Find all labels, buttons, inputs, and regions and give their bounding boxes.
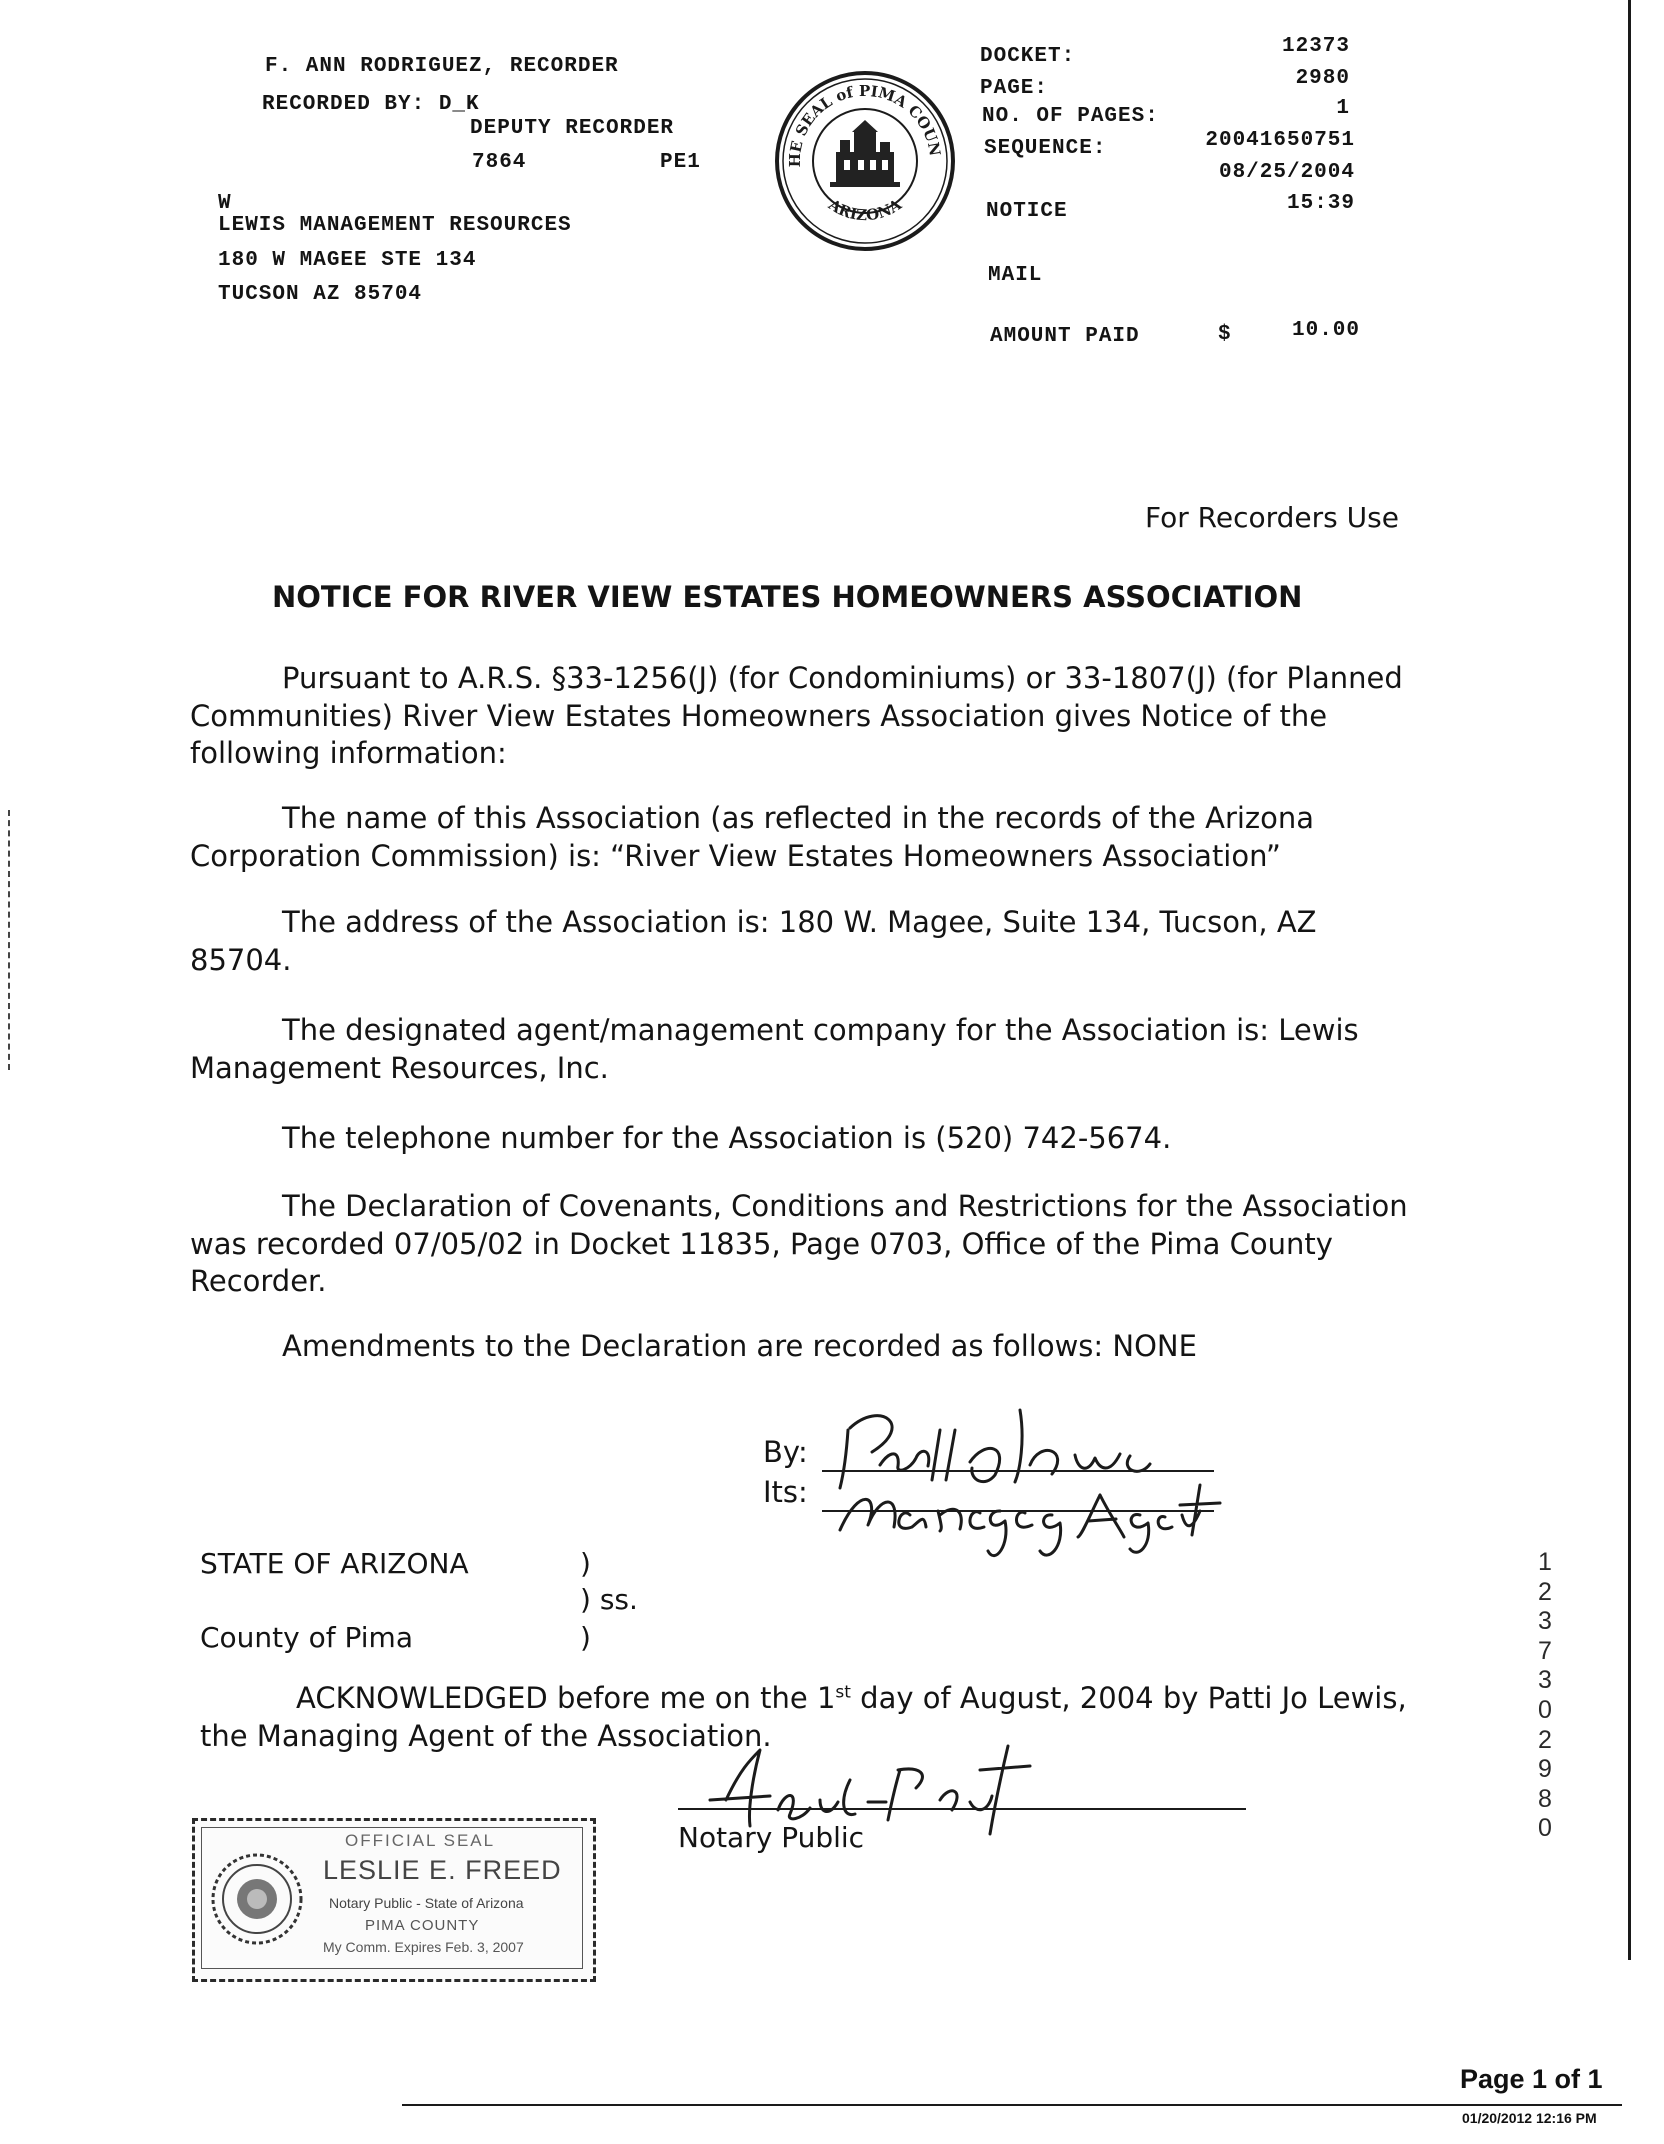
seal-emblem-icon [770, 66, 960, 256]
delivery-method: MAIL [988, 264, 1043, 287]
venue-paren-1: ) [580, 1547, 591, 1580]
scan-left-marks [8, 810, 10, 1070]
paragraph-association-name: The name of this Association (as reflected in the records of the Arizona Corporation Commission) is: “River View Estates Homeowners Association” [190, 801, 1315, 873]
recorded-by: RECORDED BY: D_K [262, 93, 480, 116]
notary-stamp-line-4: PIMA COUNTY [365, 1917, 480, 1934]
amount-paid-value: 10.00 [1291, 319, 1360, 342]
docket-label: DOCKET: [980, 45, 1076, 68]
notary-stamp [192, 1818, 596, 1982]
sequence-value: 20041650751 [1205, 129, 1355, 152]
by-label: By: [763, 1435, 808, 1469]
docket-value: 12373 [1281, 35, 1350, 58]
scan-right-border [1628, 0, 1631, 1960]
venue-ss: ) ss. [580, 1583, 638, 1616]
record-date: 08/25/2004 [1218, 161, 1355, 184]
pages-label: NO. OF PAGES: [982, 105, 1159, 128]
paragraph-telephone: The telephone number for the Association is (520) 742-5674. [282, 1121, 1172, 1155]
notary-seal-icon [209, 1851, 305, 1947]
paragraph-declaration: The Declaration of Covenants, Conditions and Restrictions for the Association was recorded 07/05/02 in Docket 11835, Page 0703, Office of the Pima County Recorder. [190, 1189, 1408, 1299]
document-title: NOTICE FOR RIVER VIEW ESTATES HOMEOWNERS ASSOCIATION [272, 580, 1303, 614]
paragraph-address: The address of the Association is: 180 W. Magee, Suite 134, Tucson, AZ 85704. [190, 905, 1317, 977]
recipient-company: LEWIS MANAGEMENT RESOURCES [218, 214, 572, 237]
svg-text:ARIZONA [824, 195, 904, 224]
sequence-label: SEQUENCE: [984, 137, 1107, 160]
footer-rule [402, 2104, 1622, 2106]
page-label: PAGE: [980, 77, 1049, 100]
footer-timestamp: 01/20/2012 12:16 PM [1462, 2110, 1597, 2126]
notary-stamp-line-3: Notary Public - State of Arizona [329, 1895, 524, 1911]
recipient-street: 180 W MAGEE STE 134 [218, 249, 477, 272]
footer-page-number: Page 1 of 1 [1460, 2064, 1603, 2094]
its-signature-drawing [820, 1455, 1280, 1575]
notary-stamp-line-1: OFFICIAL SEAL [345, 1831, 496, 1850]
record-time: 15:39 [1286, 192, 1355, 215]
amount-paid-label: AMOUNT PAID [990, 325, 1140, 348]
venue-paren-3: ) [580, 1621, 591, 1654]
page-value: 2980 [1295, 67, 1350, 90]
its-label: Its: [763, 1475, 808, 1509]
recipient-city: TUCSON AZ 85704 [218, 283, 423, 306]
notary-stamp-line-5: My Comm. Expires Feb. 3, 2007 [323, 1939, 524, 1955]
amount-currency: $ [1218, 323, 1232, 346]
pima-county-seal [770, 66, 960, 256]
recorder-code-a: 7864 [472, 151, 527, 174]
recorder-name: F. ANN RODRIGUEZ, RECORDER [265, 55, 619, 78]
side-docket-number: 12373 02980 [1538, 1548, 1552, 1843]
venue-county: County of Pima [200, 1621, 413, 1654]
deputy-recorder: DEPUTY RECORDER [470, 117, 675, 140]
paragraph-pursuant: Pursuant to A.R.S. §33-1256(J) (for Condominiums) or 33-1807(J) (for Planned Communities) River View Estates Homeowners Association gives Notice of the following information: [190, 661, 1403, 771]
seal-bottom-text: ARIZONA [825, 195, 905, 225]
paragraph-amendments: Amendments to the Declaration are recorded as follows: NONE [282, 1329, 1197, 1363]
recorders-use-label: For Recorders Use [1145, 501, 1399, 534]
notary-public-label: Notary Public [678, 1821, 865, 1854]
recipient-w: W [218, 192, 232, 215]
paragraph-agent: The designated agent/management company for the Association is: Lewis Management Resources, Inc. [190, 1013, 1359, 1085]
acknowledgment-sup: st [835, 1682, 851, 1703]
acknowledgment-post: day of August, 2004 by Patti Jo Lewis, the Managing Agent of the Association. [200, 1681, 1407, 1753]
record-type: NOTICE [986, 200, 1068, 223]
notary-stamp-line-2: LESLIE E. FREED [323, 1855, 562, 1885]
venue-state: STATE OF ARIZONA [200, 1547, 469, 1580]
pages-value: 1 [1336, 97, 1350, 120]
seal-top-text: HE SEAL of PIMA COUN [785, 81, 945, 168]
acknowledgment-pre: ACKNOWLEDGED before me on the 1 [296, 1681, 836, 1715]
recorder-code-b: PE1 [660, 151, 701, 174]
